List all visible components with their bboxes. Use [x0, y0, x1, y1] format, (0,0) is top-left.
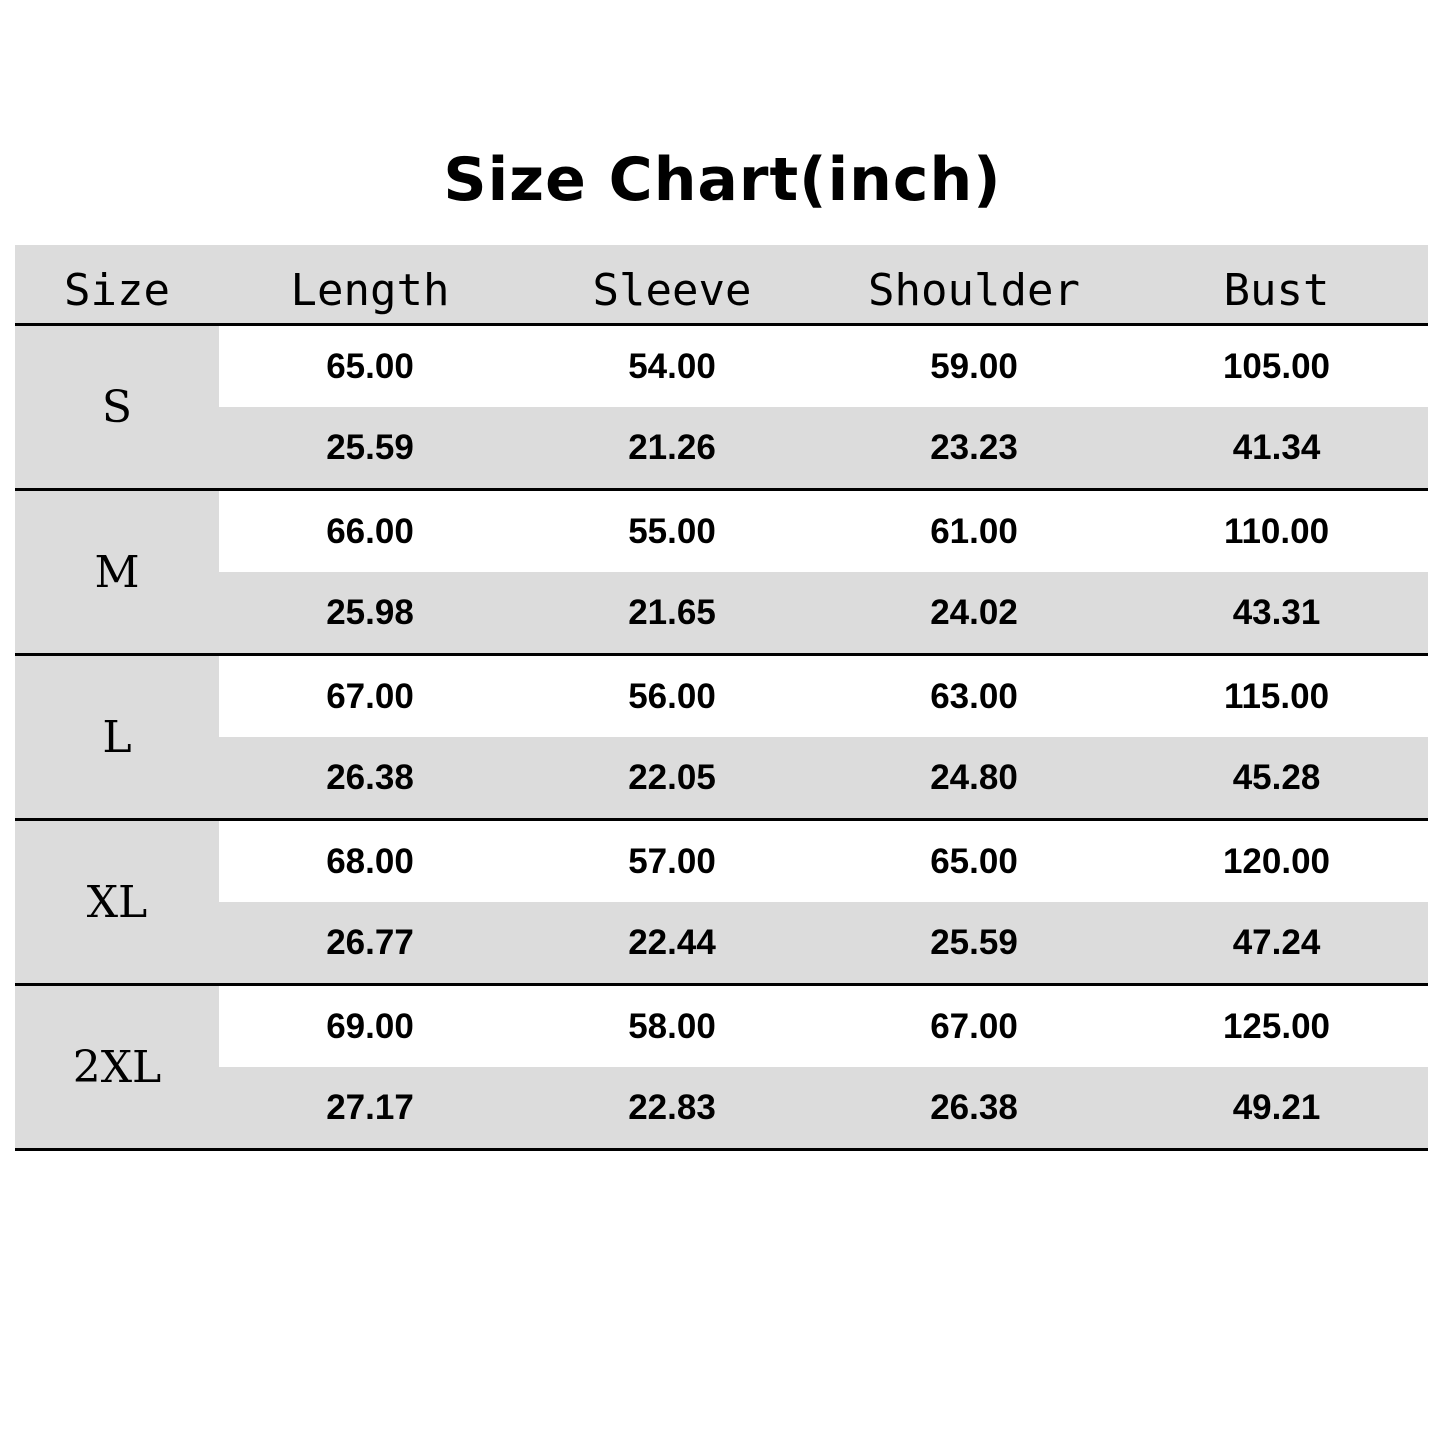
table-row — [219, 572, 1428, 653]
cell-sleeve: 22.83 — [628, 1088, 716, 1127]
table-row — [219, 902, 1428, 983]
cell-sleeve: 55.00 — [628, 512, 716, 551]
table-row — [219, 491, 1428, 572]
cell-shoulder: 25.59 — [930, 923, 1018, 962]
cell-bust: 115.00 — [1223, 677, 1330, 716]
size-group-l — [15, 656, 1428, 821]
header-length: Length — [290, 265, 450, 316]
size-label: XL — [15, 821, 219, 983]
size-group-2xl — [15, 986, 1428, 1151]
size-group-s — [15, 326, 1428, 491]
size-label: S — [15, 326, 219, 488]
table-row — [219, 821, 1428, 902]
cell-sleeve: 21.26 — [628, 428, 716, 467]
size-table — [15, 245, 1428, 1151]
cell-shoulder: 26.38 — [930, 1088, 1018, 1127]
cell-shoulder: 63.00 — [930, 677, 1018, 716]
table-body — [15, 326, 1428, 1151]
cell-bust: 41.34 — [1232, 428, 1321, 467]
cell-length: 25.59 — [326, 428, 414, 467]
cell-shoulder: 24.02 — [930, 593, 1018, 632]
table-row — [219, 986, 1428, 1067]
cell-shoulder: 67.00 — [930, 1007, 1018, 1046]
cell-bust: 110.00 — [1223, 512, 1330, 551]
cell-length: 27.17 — [326, 1088, 414, 1127]
cell-sleeve: 54.00 — [628, 347, 716, 386]
header-shoulder: Shoulder — [868, 265, 1080, 316]
cell-bust: 105.00 — [1222, 347, 1331, 386]
cell-shoulder: 24.80 — [930, 758, 1018, 797]
table-row — [219, 656, 1428, 737]
table-row — [219, 407, 1428, 488]
cell-shoulder: 61.00 — [930, 512, 1018, 551]
cell-sleeve: 58.00 — [628, 1007, 716, 1046]
header-sleeve: Sleeve — [592, 265, 752, 316]
size-group-xl — [15, 821, 1428, 986]
cell-length: 25.98 — [326, 593, 414, 632]
cell-sleeve: 22.44 — [628, 923, 716, 962]
cell-length: 66.00 — [326, 512, 414, 551]
table-row — [219, 737, 1428, 818]
cell-length: 65.00 — [326, 347, 414, 386]
cell-shoulder: 23.23 — [930, 428, 1018, 467]
cell-bust: 47.24 — [1232, 923, 1321, 962]
cell-length: 68.00 — [326, 842, 414, 881]
cell-shoulder: 59.00 — [930, 347, 1018, 386]
cell-sleeve: 57.00 — [628, 842, 716, 881]
size-label: L — [15, 656, 219, 818]
table-row — [219, 326, 1428, 407]
cell-bust: 125.00 — [1222, 1007, 1331, 1046]
cell-bust: 49.21 — [1232, 1088, 1321, 1127]
cell-length: 69.00 — [326, 1007, 414, 1046]
size-group-m — [15, 491, 1428, 656]
cell-length: 26.38 — [326, 758, 414, 797]
cell-bust: 120.00 — [1222, 842, 1331, 881]
table-header — [15, 245, 1428, 326]
header-size: Size — [64, 265, 170, 316]
cell-sleeve: 21.65 — [628, 593, 716, 632]
cell-length: 26.77 — [326, 923, 414, 962]
cell-bust: 43.31 — [1232, 593, 1321, 632]
cell-sleeve: 22.05 — [628, 758, 716, 797]
cell-length: 67.00 — [326, 677, 414, 716]
size-label: 2XL — [15, 986, 219, 1148]
size-label: M — [15, 491, 219, 653]
cell-bust: 45.28 — [1232, 758, 1321, 797]
cell-sleeve: 56.00 — [628, 677, 716, 716]
header-bust: Bust — [1223, 265, 1330, 316]
cell-shoulder: 65.00 — [930, 842, 1018, 881]
page-title: Size Chart(inch) — [443, 145, 1002, 215]
table-row — [219, 1067, 1428, 1148]
